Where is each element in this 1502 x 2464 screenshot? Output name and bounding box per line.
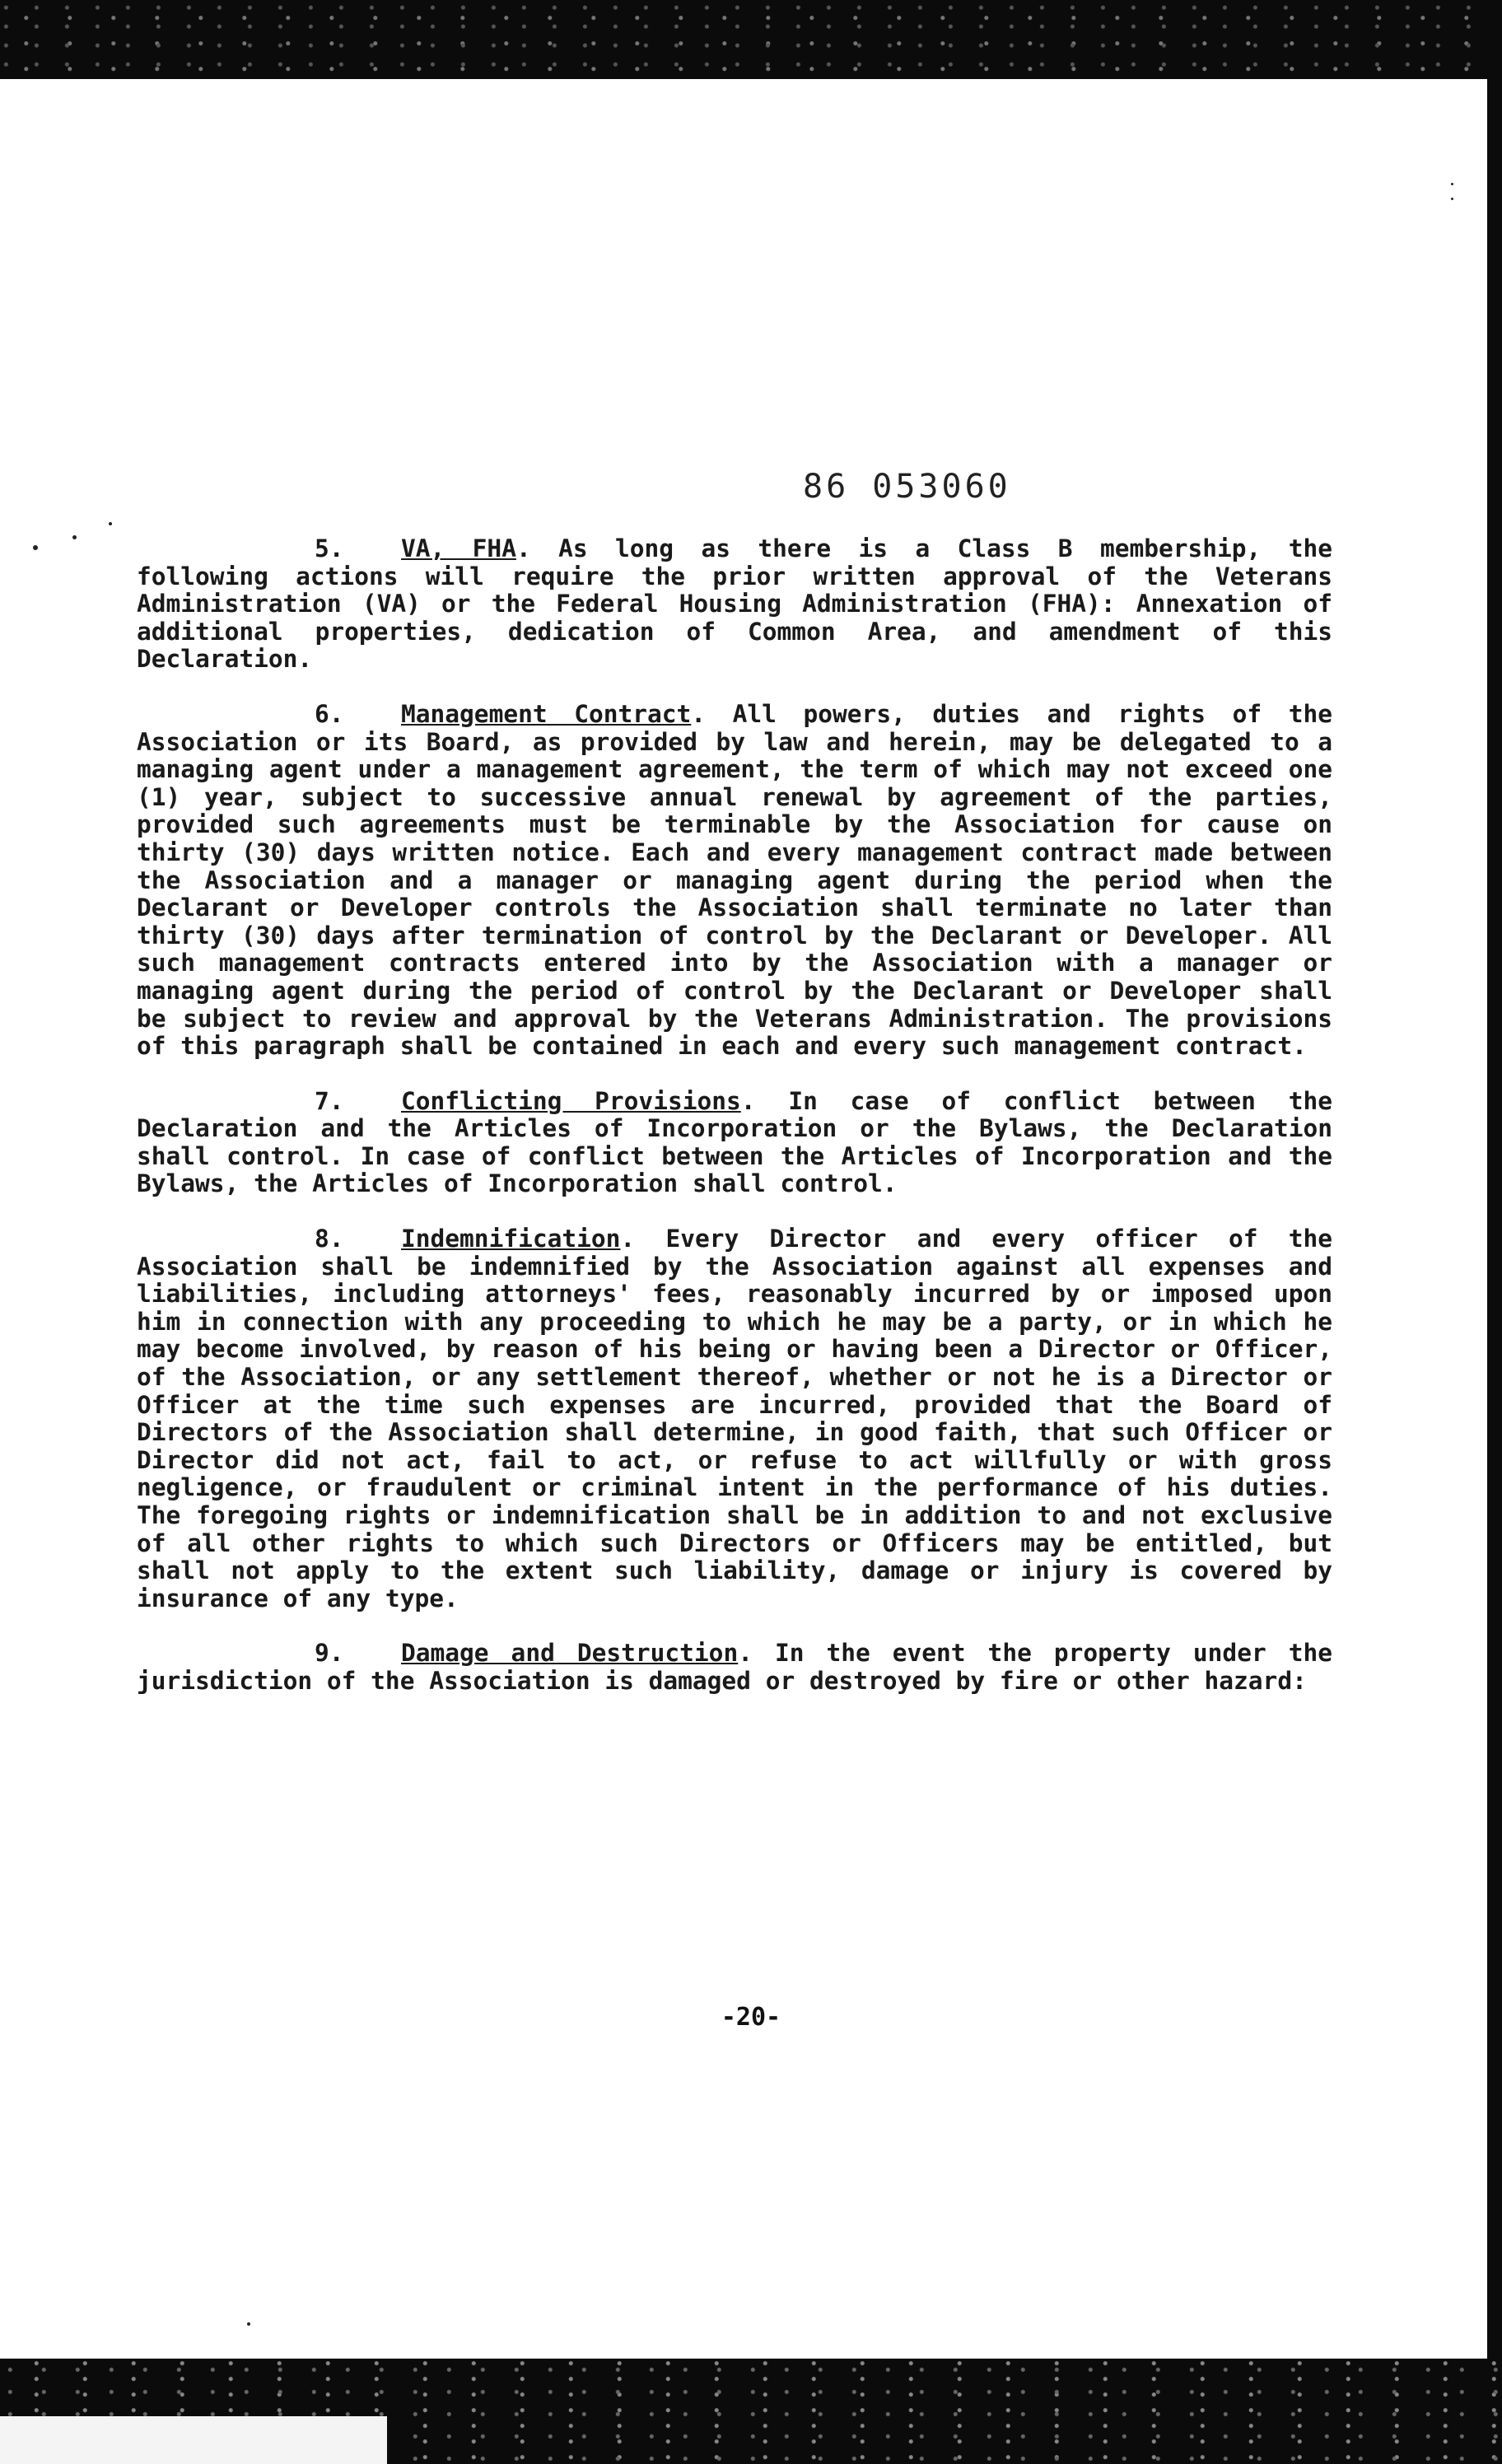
- section-number: 9.: [315, 1639, 344, 1668]
- section-7: 7. Conflicting Provisions. In case of conflict between the Declaration and the Articles of Incorporation or the Bylaws, the Declaration shall control. In case of conflict between the Articles of Incorporation and the Bylaws, the Articles of Incorporation shall control.: [137, 1086, 1332, 1198]
- section-6: 6. Management Contract. All powers, duties and rights of the Association or its Board, as provided by law and herein, may be delegated to a managing agent under a management agreement, the term of which may not exceed one (1) year, subject to successive annual renewal by agreement of the parties, provided such agreements must be terminable by the Association for cause on thirty (30) days written notice. Each and every management contract made between the Association and a manager or managing agent during the period when the Declarant or Developer controls the Association shall terminate no later than thirty (30) days after termination of control by the Declarant or Developer. All such management contracts entered into by the Association with a manager or managing agent during the period of control by the Declarant or Developer shall be subject to review and approval by the Veterans Administration. The provisions of this paragraph shall be contained in each and every such management contract.: [137, 699, 1332, 1061]
- section-heading: Management Contract: [401, 699, 692, 728]
- section-body: In case of conflict between the Declaration and the Articles of Incorporation or the Bylaws, the Declaration shall control. In case of conflict between the Articles of Incorporation and the Bylaws, the Articles of Incorporation shall control.: [137, 1086, 1332, 1198]
- section-9: 9. Damage and Destruction. In the event the property under the jurisdiction of the Association is damaged or destroyed by fire or other hazard:: [137, 1639, 1332, 1695]
- section-number: 6.: [315, 699, 344, 728]
- document-body: [137, 535, 1332, 1723]
- scan-speck: [247, 2322, 250, 2326]
- scan-speck: [109, 522, 112, 525]
- section-heading: Indemnification: [401, 1225, 621, 1253]
- section-heading: VA, FHA: [401, 534, 516, 562]
- section-number: 5.: [315, 534, 344, 562]
- scan-speck: [33, 545, 38, 550]
- page-number: -20-: [721, 2003, 781, 2032]
- scan-speck: [1451, 183, 1453, 185]
- section-heading: Conflicting Provisions: [401, 1086, 741, 1115]
- scan-speck: [1451, 198, 1453, 200]
- scan-speck: [72, 535, 77, 539]
- section-number: 8.: [315, 1225, 344, 1253]
- section-5: 5. VA, FHA. As long as there is a Class B membership, the following actions will require the prior written approval of the Veterans Administration (VA) or the Federal Housing Administration (FHA): Annexation of additional properties, dedication of Common Area, and amendment of this Declaration.: [137, 534, 1332, 674]
- section-body: As long as there is a Class B membership, the following actions will require the prior written approval of the Veterans Administration (VA) or the Federal Housing Administration (FHA): Annexation of additional properties, dedication of Common Area, and amendment of this Declaration.: [137, 534, 1332, 674]
- section-number: 7.: [315, 1086, 344, 1115]
- section-8: 8. Indemnification. Every Director and every officer of the Association shall be indemnified by the Association against all expenses and liabilities, including attorneys' fees, reasonably incurred by or imposed upon him in connection with any proceeding to which he may be a party, or in which he may become involved, by reason of his being or having been a Director or Officer, of the Association, or any settlement thereof, whether or not he is a Director or Officer at the time such expenses are incurred, provided that the Board of Directors of the Association shall determine, in good faith, that such Officer or Director did not act, fail to act, or refuse to act willfully or with gross negligence, or fraudulent or criminal intent in the performance of his duties. The foregoing rights or indemnification shall be in addition to and not exclusive of all other rights to which such Directors or Officers may be entitled, but shall not apply to the extent such liability, damage or injury is covered by insurance of any type.: [137, 1225, 1332, 1612]
- scan-border-top: [0, 0, 1502, 79]
- document-recording-number: 86 053060: [803, 468, 1011, 506]
- section-body: All powers, duties and rights of the Association or its Board, as provided by law and herein, may be delegated to a managing agent under a management agreement, the term of which may not exceed one (1) year, subject to successive annual renewal by agreement of the parties, provided such agreements must be terminable by the Association for cause on thirty (30) days written notice. Each and every management contract made between the Association and a manager or managing agent during the period when the Declarant or Developer controls the Association shall terminate no later than thirty (30) days after termination of control by the Declarant or Developer. All such management contracts entered into by the Association with a manager or managing agent during the period of control by the Declarant or Developer shall be subject to review and approval by the Veterans Administration. The provisions of this paragraph shall be contained in each and every such management contract.: [137, 699, 1332, 1061]
- section-heading: Damage and Destruction: [401, 1639, 739, 1668]
- scan-border-right: [1487, 0, 1502, 2464]
- section-body: In the event the property under the jurisdiction of the Association is damaged or destroyed by fire or other hazard:: [137, 1639, 1332, 1695]
- section-body: Every Director and every officer of the Association shall be indemnified by the Association against all expenses and liabilities, including attorneys' fees, reasonably incurred by or imposed upon him in connection with any proceeding to which he may be a party, or in which he may become involved, by reason of his being or having been a Director or Officer, of the Association, or any settlement thereof, whether or not he is a Director or Officer at the time such expenses are incurred, provided that the Board of Directors of the Association shall determine, in good faith, that such Officer or Director did not act, fail to act, or refuse to act willfully or with gross negligence, or fraudulent or criminal intent in the performance of his duties. The foregoing rights or indemnification shall be in addition to and not exclusive of all other rights to which such Directors or Officers may be entitled, but shall not apply to the extent such liability, damage or injury is covered by insurance of any type.: [137, 1225, 1332, 1612]
- scan-paper-edge: [0, 2416, 387, 2464]
